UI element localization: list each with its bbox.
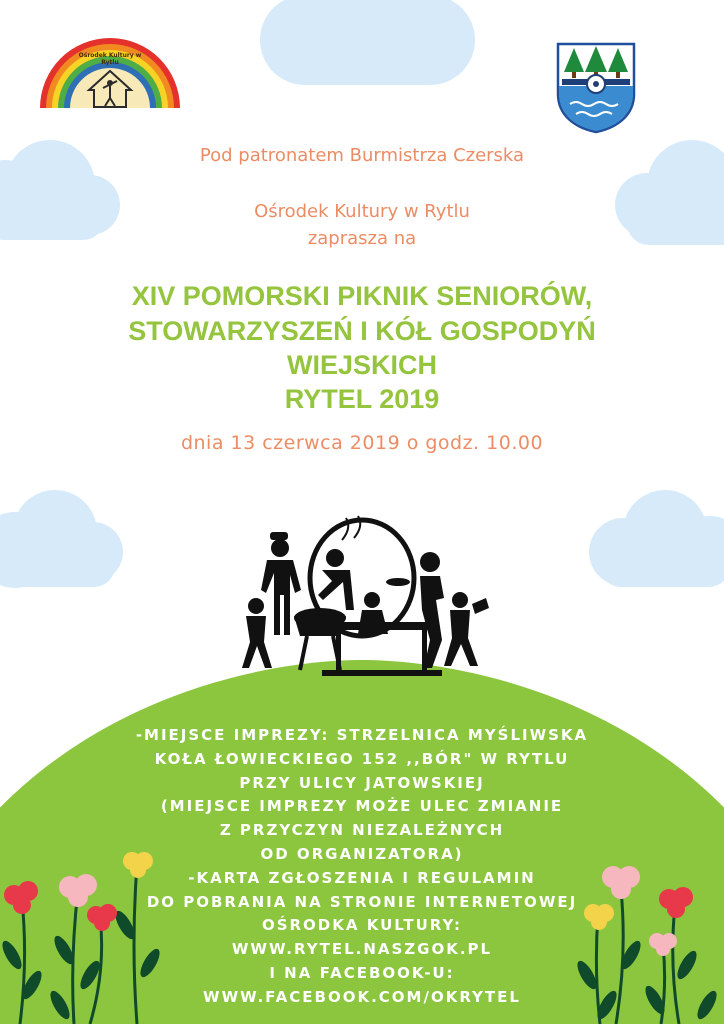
invites-text: zaprasza na <box>307 228 417 249</box>
title-line-3: WIEJSKICH <box>286 350 438 380</box>
info-line-7: -KARTA ZGŁOSZENIA I REGULAMIN <box>188 868 536 887</box>
patronage-text: Pod patronatem Burmistrza Czerska <box>199 145 525 166</box>
info-line-8: DO POBRANIA NA STRONIE INTERNETOWEJ <box>146 892 578 911</box>
title-line-4: RYTEL 2019 <box>284 384 440 414</box>
organizer-text: Ośrodek Kultury w Rytlu <box>254 201 470 222</box>
info-line-6: OD ORGANIZATORA) <box>260 844 464 863</box>
info-line-1: -MIEJSCE IMPREZY: STRZELNICA MYŚLIWSKA <box>135 726 589 744</box>
flowers-right <box>575 855 724 1024</box>
picnic-grill-silhouette <box>222 510 502 685</box>
info-line-5: Z PRZYCZYN NIEZALEŻNYCH <box>219 821 505 840</box>
cloud-top-center <box>245 0 485 100</box>
coat-of-arms <box>556 42 636 134</box>
cultural-center-logo <box>37 38 183 110</box>
title-line-1: XIV POMORSKI PIKNIK SENIORÓW, <box>131 281 593 311</box>
cloud-right-lower <box>585 490 724 595</box>
info-line-9: OŚRODKA KULTURY: <box>261 916 463 935</box>
info-line-4: (MIEJSCE IMPREZY MOŻE ULEC ZMIANIE <box>160 797 564 816</box>
title-line-2: STOWARZYSZEŃ I KÓŁ GOSPODYŃ <box>128 316 596 346</box>
logo-arc-text: Ośrodek Kultury w Rytlu <box>78 52 142 66</box>
info-line-12: WWW.FACEBOOK.COM/OKRYTEL <box>203 987 521 1006</box>
flowers-left <box>0 845 160 1024</box>
info-line-3: PRZY ULICY JATOWSKIEJ <box>239 773 485 792</box>
event-date: dnia 13 czerwca 2019 o godz. 10.00 <box>180 432 544 454</box>
info-line-2: KOŁA ŁOWIECKIEGO 152 ,,BÓR" W RYTLU <box>154 749 570 768</box>
cloud-left-lower <box>0 490 125 595</box>
info-line-10: WWW.RYTEL.NASZGOK.PL <box>231 940 493 959</box>
info-line-11: I NA FACEBOOK-U: <box>269 963 455 982</box>
